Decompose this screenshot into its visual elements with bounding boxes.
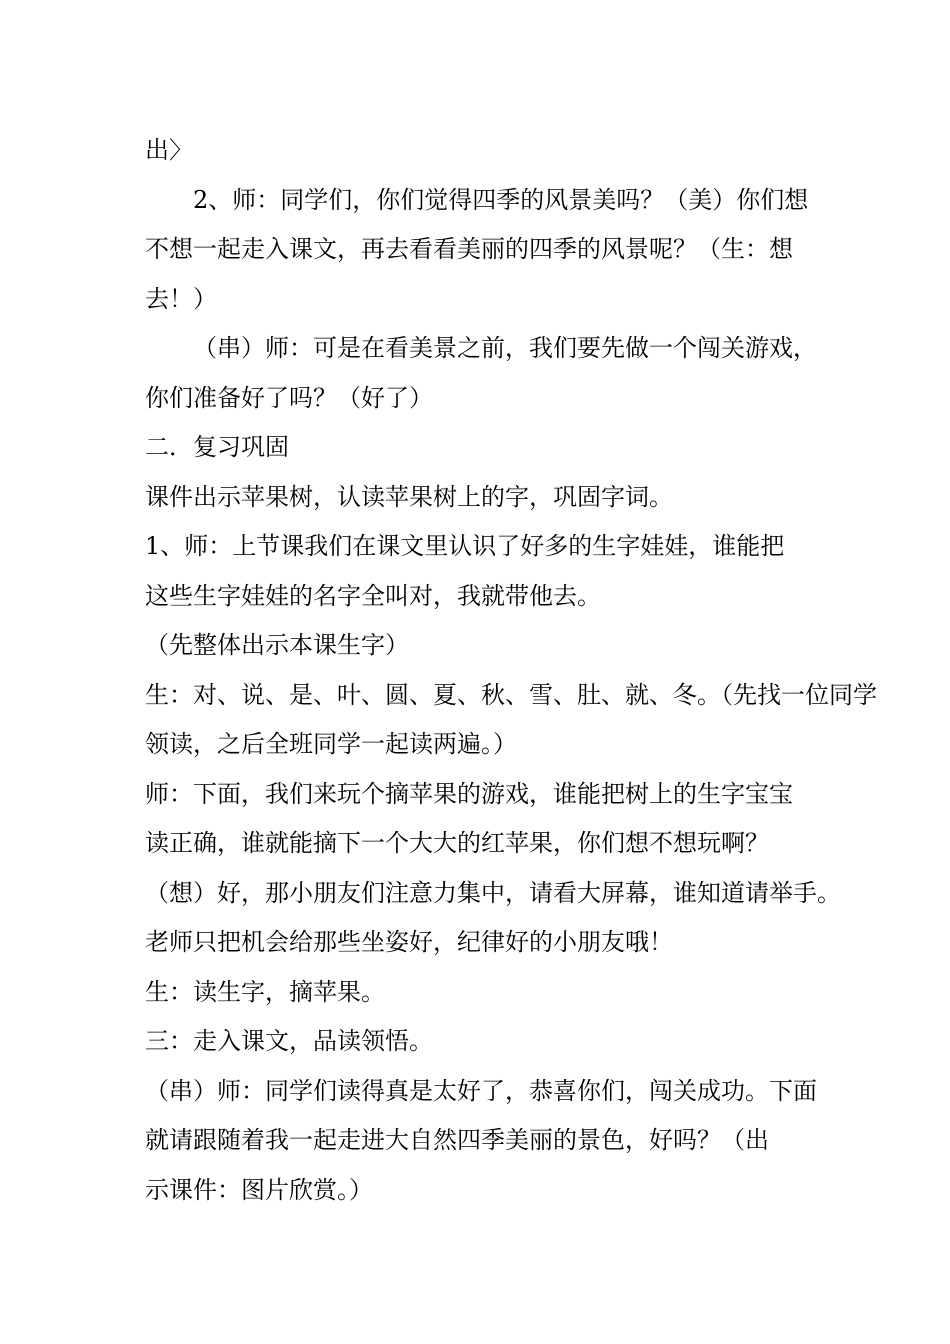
- section-heading: 三：走入课文，品读领悟。: [145, 1027, 433, 1055]
- text-line: 去！）: [145, 284, 217, 313]
- text-line: （想）好，那小朋友们注意力集中，请看大屏幕，谁知道请举手。: [145, 878, 841, 907]
- text-line: 生：对、说、是、叶、圆、夏、秋、雪、肚、就、冬。（先找一位同学: [145, 680, 877, 709]
- text-line: 就请跟随着我一起走进大自然四季美丽的景色，好吗？（出: [145, 1126, 769, 1154]
- text-line: 师：下面，我们来玩个摘苹果的游戏，谁能把树上的生字宝宝: [145, 779, 793, 808]
- text-line: 1、师：上节课我们在课文里认识了好多的生字娃娃，谁能把: [145, 532, 785, 560]
- text-line: 示课件：图片欣赏。）: [145, 1175, 373, 1204]
- document-body: [145, 126, 877, 1215]
- text-line: 生：读生字，摘苹果。: [145, 977, 385, 1006]
- text-line: （串）师：同学们读得真是太好了，恭喜你们，闯关成功。下面: [145, 1076, 817, 1105]
- text-line: 老师只把机会给那些坐姿好，纪律好的小朋友哦！: [145, 928, 673, 956]
- text-line: 领读，之后全班同学一起读两遍。）: [145, 730, 517, 758]
- text-line: 2、师：同学们，你们觉得四季的风景美吗？（美）你们想: [193, 185, 809, 214]
- text-line: 读正确，谁就能摘下一个大大的红苹果，你们想不想玩啊？: [145, 829, 769, 857]
- text-line: 出〉: [145, 136, 193, 164]
- text-line: 不想一起走入课文，再去看看美丽的四季的风景呢？（生：想: [145, 235, 793, 263]
- text-line: 你们准备好了吗？（好了）: [145, 383, 433, 412]
- text-line: 课件出示苹果树，认读苹果树上的字，巩固字词。: [145, 482, 673, 511]
- text-line: 这些生字娃娃的名字全叫对，我就带他去。: [145, 581, 601, 610]
- section-heading: 二．复习巩固: [145, 433, 289, 461]
- text-line: （先整体出示本课生字）: [145, 631, 409, 659]
- text-line: （串）师：可是在看美景之前，我们要先做一个闯关游戏，: [193, 334, 817, 362]
